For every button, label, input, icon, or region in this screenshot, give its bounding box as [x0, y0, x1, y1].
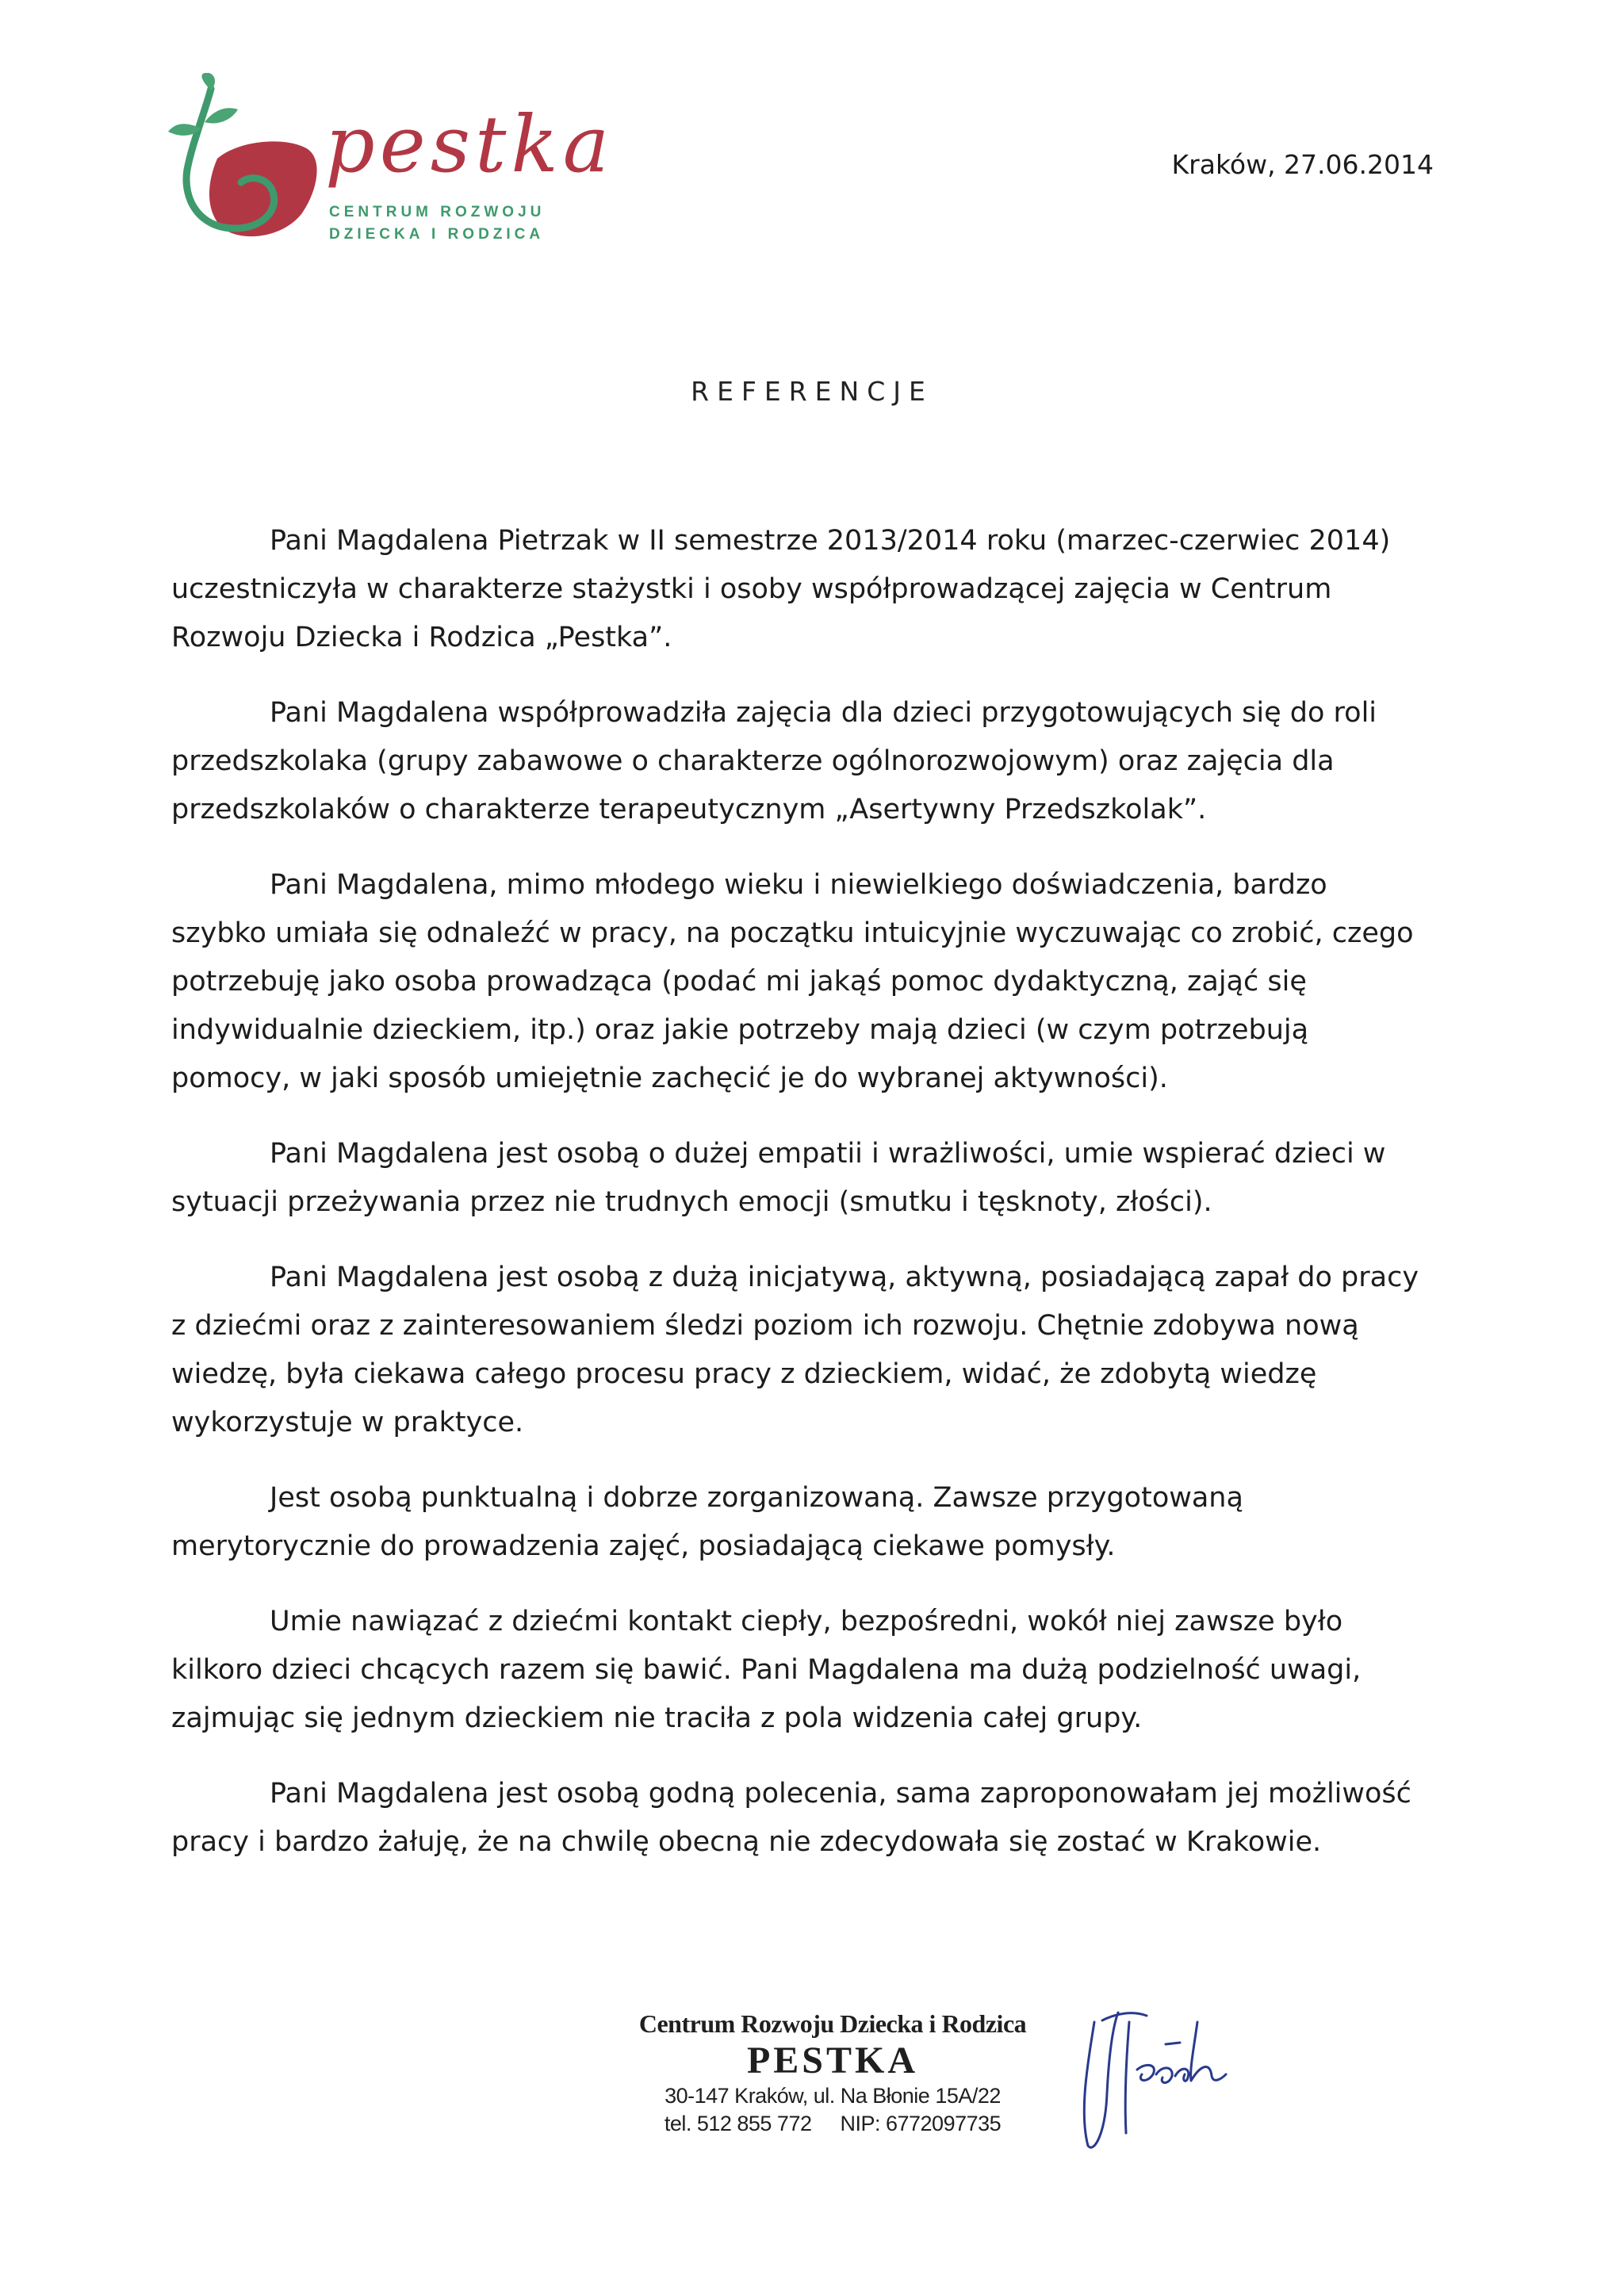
paragraph: Pani Magdalena jest osobą godną polecenia, sama zaproponowałam jej możliwość pracy i bardzo żałuję, że na chwilę obecną nie zdecydowała się zostać w Krakowie. — [171, 1778, 1411, 1858]
paragraph: Jest osobą punktualną i dobrze zorganizowaną. Zawsze przygotowaną merytorycznie do prowadzenia zajęć, posiadającą ciekawe pomysły. — [171, 1482, 1243, 1562]
document-title: REFERENCJE — [691, 376, 933, 407]
stamp-nip: NIP: 6772097735 — [840, 2112, 1002, 2136]
paragraph: Pani Magdalena współprowadziła zajęcia dla dzieci przygotowujących się do roli przedszkolaka (grupy zabawowe o charakterze ogólnorozwojowym) oraz zajęcia dla przedszkolaków o charakterze terapeutycznym „Asertywny Przedszkolak”. — [171, 697, 1377, 825]
pestka-logo — [168, 73, 615, 247]
stamp-contact — [634, 2112, 1031, 2136]
company-stamp — [634, 2009, 1031, 2136]
stamp-company-name: Centrum Rozwoju Dziecka i Rodzica — [638, 2009, 1027, 2038]
logo-subtitle-line1: CENTRUM ROZWOJU — [329, 204, 546, 220]
handwritten-signature — [1071, 1998, 1245, 2157]
paragraph: Umie nawiązać z dziećmi kontakt ciepły, bezpośredni, wokół niej zawsze było kilkoro dzieci chcących razem się bawić. Pani Magdalena ma dużą podzielność uwagi, zajmując się jednym dzieckiem nie traciła z pola widzenia całej grupy. — [171, 1606, 1362, 1734]
stamp-brand: PESTKA — [746, 2039, 919, 2081]
stamp-phone: tel. 512 855 772 — [664, 2112, 812, 2136]
letter-date: Kraków, 27.06.2014 — [1171, 149, 1434, 180]
paragraph: Pani Magdalena, mimo młodego wieku i niewielkiego doświadczenia, bardzo szybko umiała się odnaleźć w pracy, na początku intuicyjnie wyczuwając co zrobić, czego potrzebuję jako osoba prowadząca (podać mi jakąś pomoc dydaktyczną, zająć się indywidualnie dzieckiem, itp.) oraz jakie potrzeby mają dzieci (w czym potrzebują pomocy, w jaki sposób umiejętnie zachęcić je do wybranej aktywności). — [171, 869, 1414, 1094]
paragraph: Pani Magdalena jest osobą z dużą inicjatywą, aktywną, posiadającą zapał do pracy z dziećmi oraz z zainteresowaniem śledzi poziom ich rozwoju. Chętnie zdobywa nową wiedzę, była ciekawa całego procesu pracy z dzieckiem, widać, że zdobytą wiedzę wykorzystuje w praktyce. — [171, 1262, 1419, 1438]
stamp-address: 30-147 Kraków, ul. Na Błonie 15A/22 — [665, 2084, 1001, 2108]
letter-body — [171, 517, 1429, 1894]
paragraph: Pani Magdalena jest osobą o dużej empatii i wrażliwości, umie wspierać dzieci w sytuacji przeżywania przez nie trudnych emocji (smutku i tęsknoty, złości). — [171, 1138, 1386, 1218]
logo-subtitle-line2: DZIECKA I RODZICA — [329, 226, 545, 243]
logo-wordmark: pestka — [325, 100, 615, 190]
paragraph: Pani Magdalena Pietrzak w II semestrze 2013/2014 roku (marzec-czerwiec 2014) uczestniczyła w charakterze stażystki i osoby współprowadzącej zajęcia w Centrum Rozwoju Dziecka i Rodzica „Pestka”. — [171, 525, 1391, 653]
seed-sprout-logo-icon — [168, 73, 327, 247]
